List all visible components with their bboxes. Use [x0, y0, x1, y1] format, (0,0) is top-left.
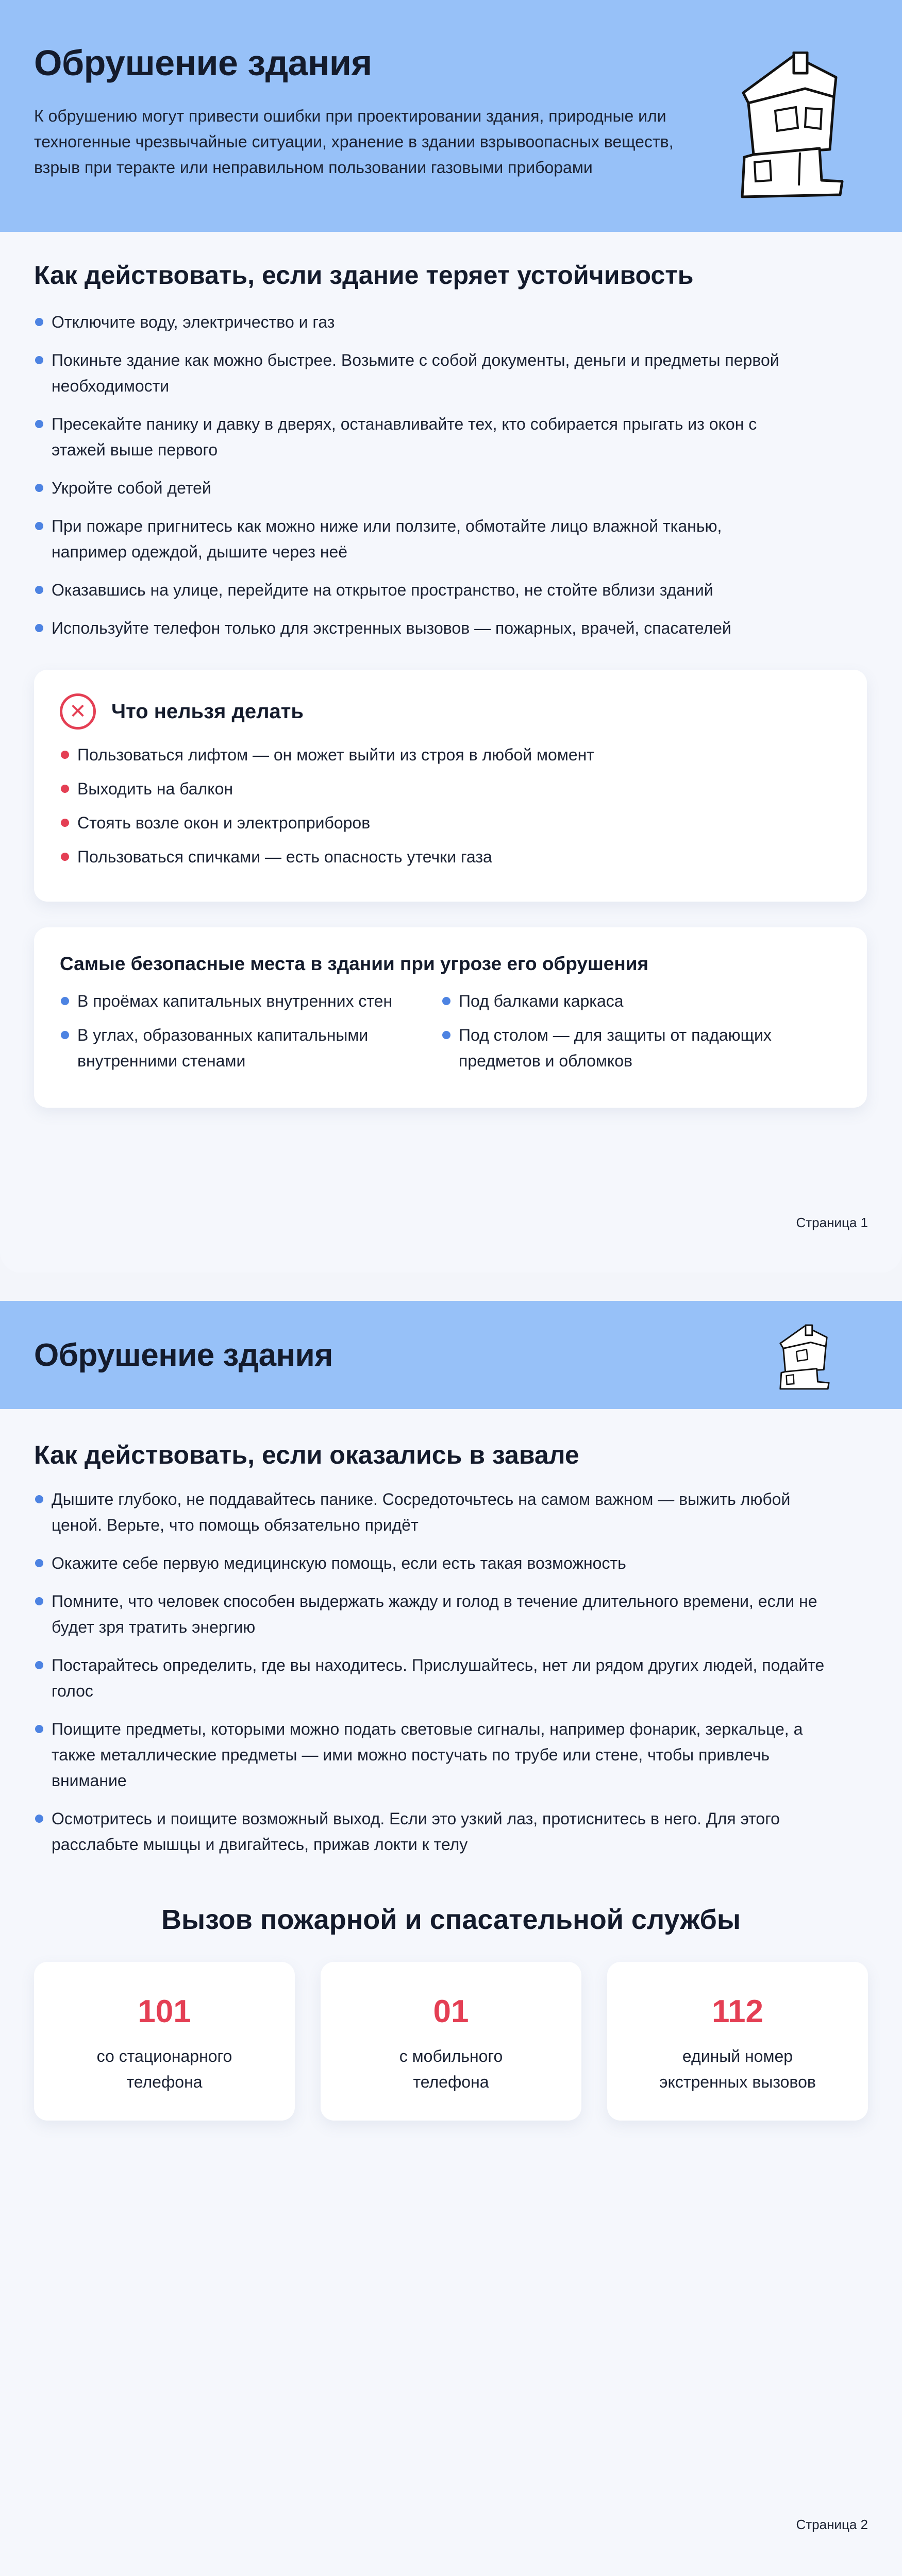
emergency-number-description: со стационарного телефона: [96, 2047, 232, 2091]
emergency-number-description: с мобильного телефона: [399, 2047, 503, 2091]
list-item: Оказавшись на улице, перейдите на открытое пространство, не стойте вблизи зданий: [34, 577, 787, 603]
emergency-number: 01: [433, 1994, 469, 2029]
collapsing-house-icon: [733, 52, 846, 198]
safe-places-left-list: [60, 988, 441, 1082]
emergency-number-card: [34, 1962, 295, 2121]
page-title: Обрушение здания: [34, 1337, 333, 1373]
collapsing-house-icon: [776, 1323, 832, 1391]
list-item: В проёмах капитальных внутренних стен: [60, 988, 441, 1014]
emergency-number: 101: [138, 1994, 191, 2029]
list-item: Пользоваться лифтом — он может выйти из строя в любой момент: [60, 742, 841, 768]
steps-list: [34, 309, 787, 653]
emergency-number: 112: [711, 1994, 764, 2029]
list-item: Осмотритесь и поищите возможный выход. Если это узкий лаз, протиснитесь в него. Для этого расслабьте мышцы и двигайтесь, прижав локти к телу: [34, 1806, 838, 1857]
hero-banner: [0, 0, 902, 232]
emergency-number-card: [321, 1962, 581, 2121]
emergency-number-description: единый номер экстренных вызовов: [659, 2047, 816, 2091]
dont-do-title: Что нельзя делать: [111, 700, 304, 723]
page-number: Страница 1: [796, 1215, 868, 1230]
list-item: Укройте собой детей: [34, 475, 787, 501]
page-title: Обрушение здания: [34, 43, 372, 83]
safe-places-card: [34, 927, 867, 1108]
list-item: Под балками каркаса: [441, 988, 823, 1014]
close-icon: ✕: [60, 693, 96, 730]
hero-description: К обрушению могут привести ошибки при проектировании здания, природные или техногенные чрезвычайные ситуации, хранение в здании взрывоопасных веществ, взрыв при теракте или неправильном пользовании газовыми приборами: [34, 107, 674, 177]
dont-do-card: [34, 670, 867, 902]
hero-banner: [0, 1301, 902, 1409]
list-item: Пользоваться спичками — есть опасность утечки газа: [60, 844, 841, 870]
list-item: Помните, что человек способен выдержать жажду и голод в течение длительного времени, если не будет зря тратить энергию: [34, 1588, 838, 1640]
list-item: Дышите глубоко, не поддавайтесь панике. Сосредоточьтесь на самом важном — выжить любой ценой. Верьте, что помощь обязательно придёт: [34, 1486, 838, 1538]
list-item: Используйте телефон только для экстренных вызовов — пожарных, врачей, спасателей: [34, 615, 787, 641]
emergency-number-card: [607, 1962, 868, 2121]
list-item: При пожаре пригнитесь как можно ниже или ползите, обмотайте лицо влажной тканью, например одеждой, дышите через неё: [34, 513, 787, 565]
list-item: В углах, образованных капитальными внутренними стенами: [60, 1022, 441, 1074]
section-title: Как действовать, если здание теряет устойчивость: [34, 261, 694, 290]
steps-list: [34, 1486, 838, 1870]
page-2: [0, 1301, 902, 2576]
list-item: Поищите предметы, которыми можно подать световые сигналы, например фонарик, зеркальце, а также металлические предметы — ими можно постучать по трубе или стене, чтобы привлечь внимание: [34, 1716, 838, 1793]
list-item: Отключите воду, электричество и газ: [34, 309, 787, 335]
emergency-calls-title: Вызов пожарной и спасательной службы: [161, 1904, 741, 1935]
list-item: Окажите себе первую медицинскую помощь, если есть такая возможность: [34, 1550, 838, 1576]
list-item: Пресекайте панику и давку в дверях, останавливайте тех, кто собирается прыгать из окон с этажей выше первого: [34, 411, 787, 463]
page-number: Страница 2: [796, 2517, 868, 2532]
safe-places-title: Самые безопасные места в здании при угрозе его обрушения: [60, 953, 649, 974]
list-item: Выходить на балкон: [60, 776, 841, 802]
safe-places-right-list: [441, 988, 823, 1082]
page-1: [0, 0, 902, 1273]
list-item: Стоять возле окон и электроприборов: [60, 810, 841, 836]
list-item: Постарайтесь определить, где вы находитесь. Прислушайтесь, нет ли рядом других людей, подайте голос: [34, 1652, 838, 1704]
dont-do-list: [60, 742, 841, 870]
list-item: Покиньте здание как можно быстрее. Возьмите с собой документы, деньги и предметы первой необходимости: [34, 347, 787, 399]
list-item: Под столом — для защиты от падающих предметов и обломков: [441, 1022, 823, 1074]
section-title: Как действовать, если оказались в завале: [34, 1440, 579, 1469]
